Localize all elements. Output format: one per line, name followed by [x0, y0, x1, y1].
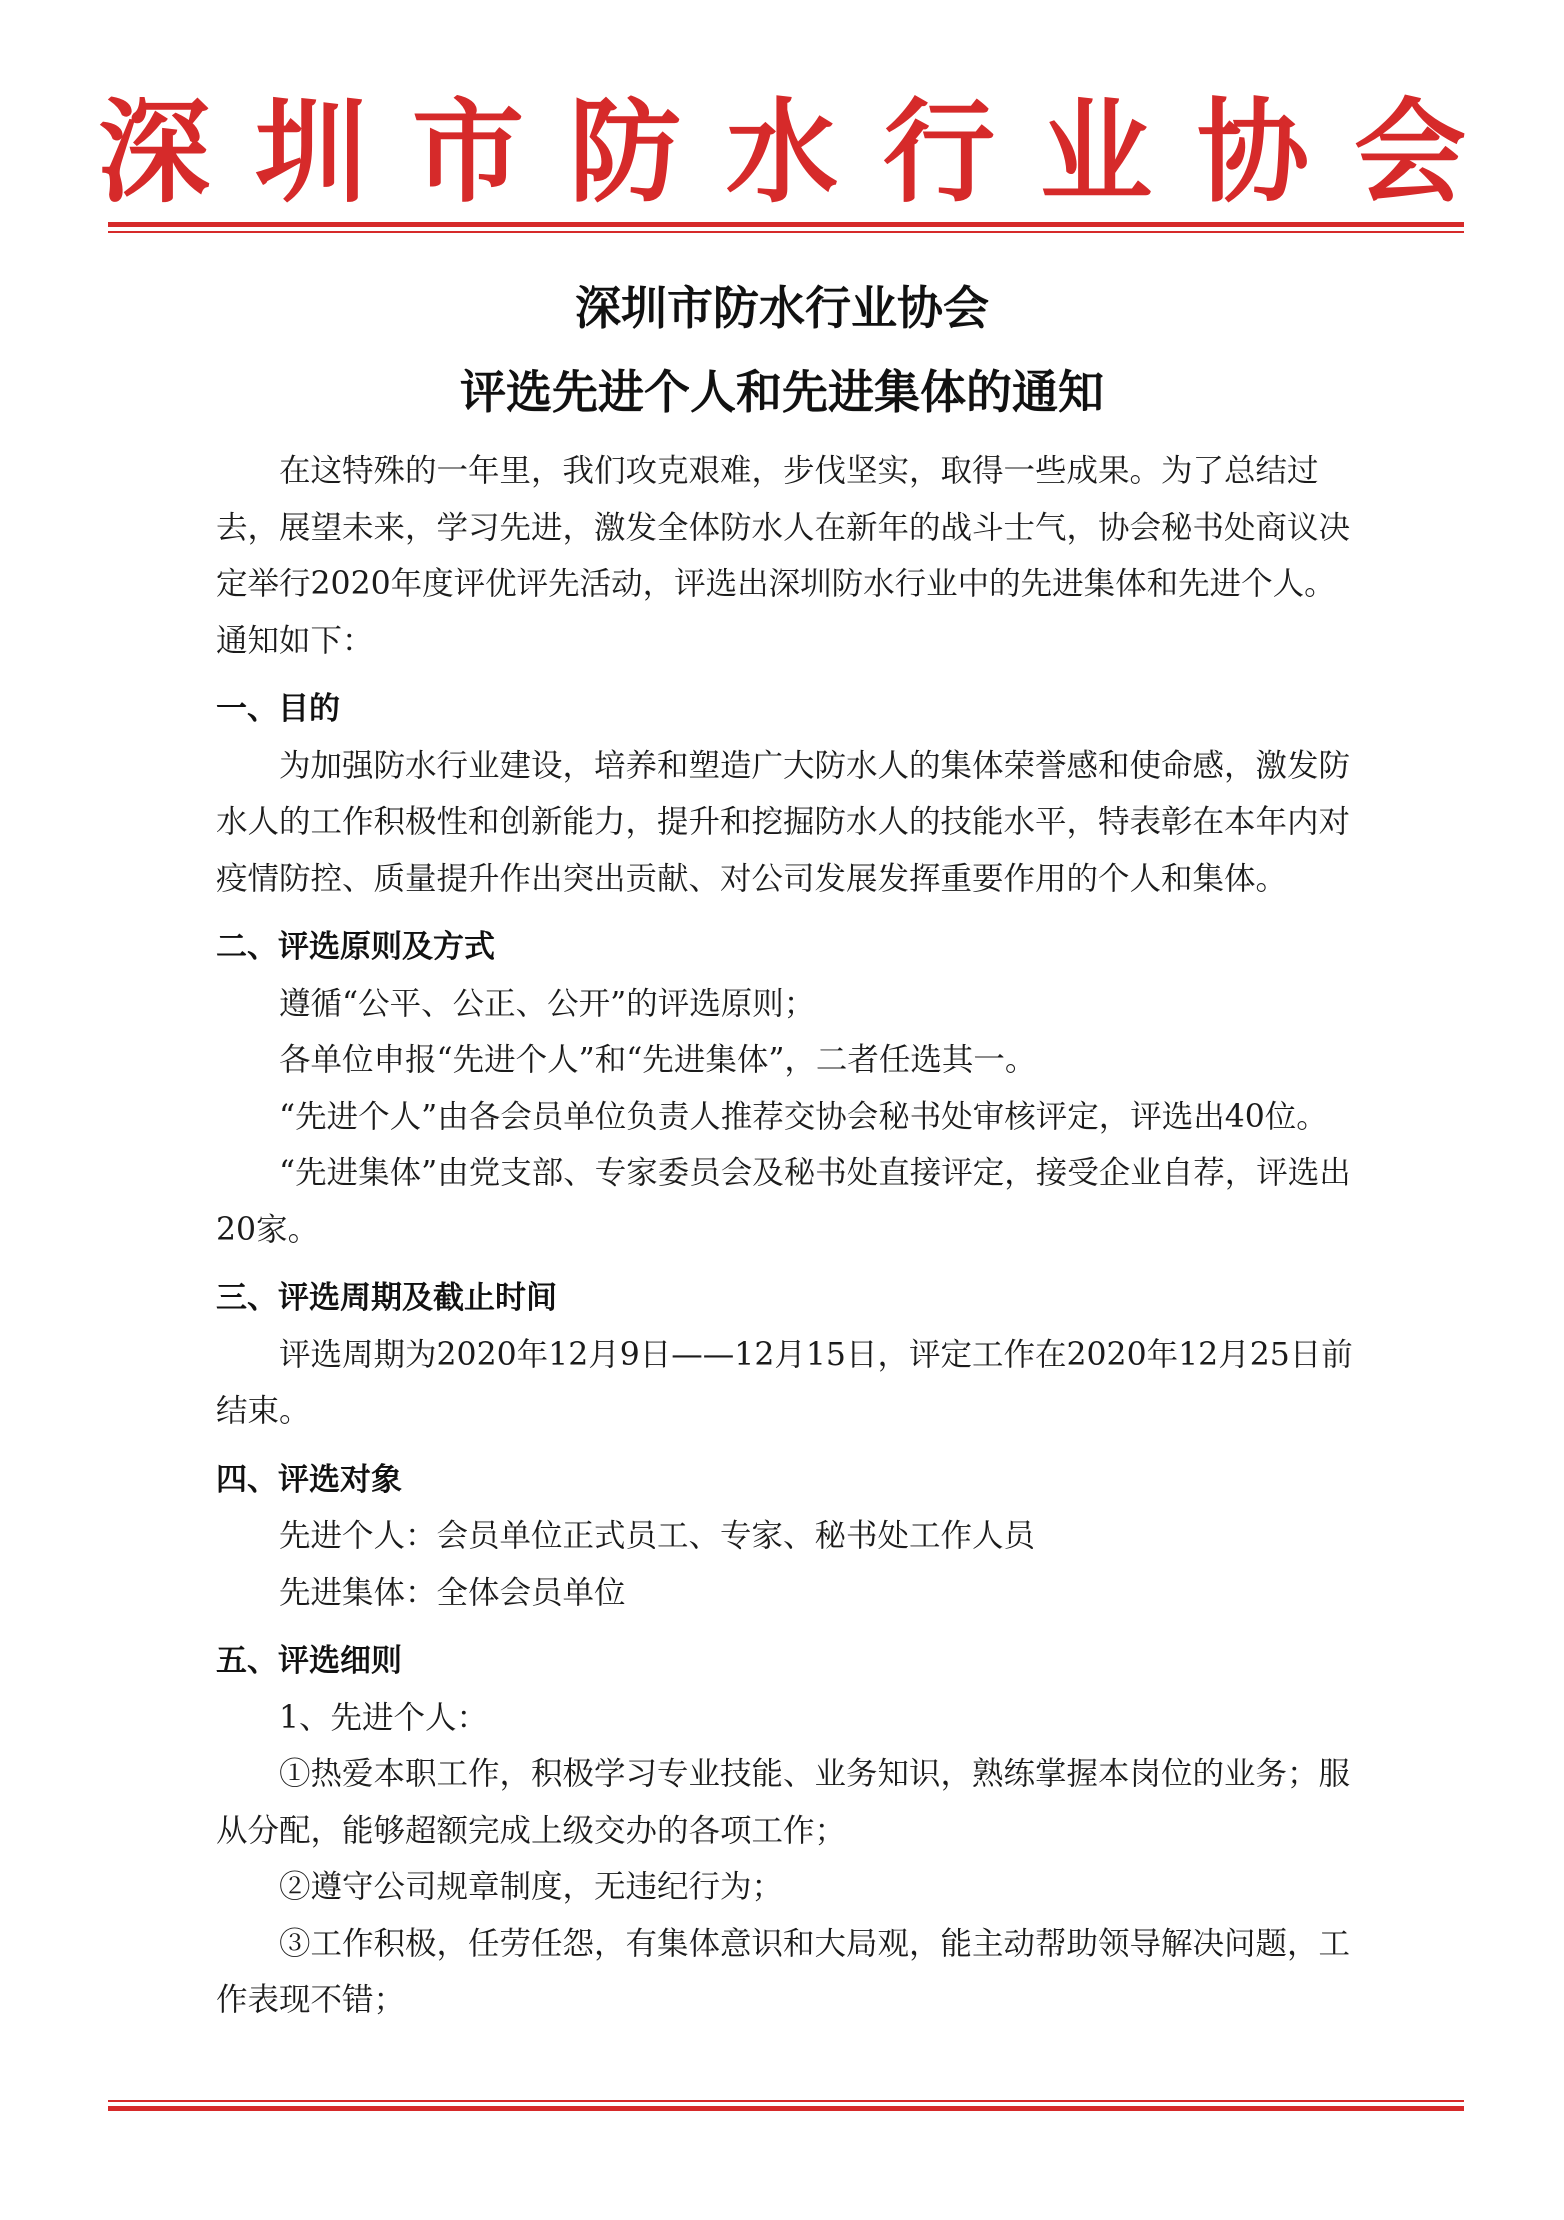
- section-heading-purpose: 一、目的: [216, 691, 340, 727]
- section-paragraph: 1、先进个人：: [279, 1699, 489, 1736]
- section-paragraph: ③工作积极，任劳任怨，有集体意识和大局观，能主动帮助领导解决问题，工作表现不错；: [216, 1925, 1351, 2018]
- section-paragraph: 遵循“公平、公正、公开”的评选原则；: [279, 985, 816, 1022]
- section-paragraph: 评选周期为2020年12月9日——12月15日，评定工作在2020年12月25日前结束。: [216, 1336, 1353, 1429]
- section-heading-targets: 四、评选对象: [216, 1461, 402, 1498]
- section-paragraph: “先进个人”由各会员单位负责人推荐交协会秘书处审核评定，评选出40位。: [279, 1098, 1328, 1135]
- letterhead-red-rule: [108, 222, 1464, 233]
- section-paragraph: 为加强防水行业建设，培养和塑造广大防水人的集体荣誉感和使命感，激发防水人的工作积极性和创新能力，提升和挖掘防水人的技能水平，特表彰在本年内对疫情防控、质量提升作出突出贡献、对公司发展发挥重要作用的个人和集体。: [216, 747, 1351, 897]
- intro-paragraph: 在这特殊的一年里，我们攻克艰难，步伐坚实，取得一些成果。为了总结过去，展望未来，学习先进，激发全体防水人在新年的战斗士气，协会秘书处商议决定举行2020年度评优评先活动，评选出深圳防水行业中的先进集体和先进个人。通知如下：: [216, 453, 1351, 659]
- document-title-line2: 评选先进个人和先进集体的通知: [460, 365, 1104, 419]
- section-paragraph: “先进集体”由党支部、专家委员会及秘书处直接评定，接受企业自荐，评选出20家。: [216, 1155, 1351, 1248]
- document-body: [216, 443, 1364, 2029]
- section-paragraph: ①热爱本职工作，积极学习专业技能、业务知识，熟练掌握本岗位的业务；服从分配，能够超额完成上级交办的各项工作；: [216, 1756, 1351, 1849]
- section-heading-rules: 五、评选细则: [216, 1643, 402, 1679]
- letterhead-org-name: 深圳市防水行业协会: [98, 87, 1511, 218]
- section-heading-period: 三、评选周期及截止时间: [216, 1280, 557, 1316]
- document-title-line1: 深圳市防水行业协会: [575, 281, 989, 335]
- section-paragraph: 各单位申报“先进个人”和“先进集体”，二者任选其一。: [279, 1042, 1037, 1078]
- section-heading-principles: 二、评选原则及方式: [216, 929, 495, 965]
- letterhead: [0, 88, 1564, 218]
- section-paragraph: 先进个人：会员单位正式员工、专家、秘书处工作人员: [279, 1518, 1036, 1554]
- footer-red-rule: [108, 2100, 1464, 2111]
- section-paragraph: ②遵守公司规章制度，无违纪行为；: [279, 1869, 784, 1905]
- section-paragraph: 先进集体：全体会员单位: [279, 1574, 626, 1611]
